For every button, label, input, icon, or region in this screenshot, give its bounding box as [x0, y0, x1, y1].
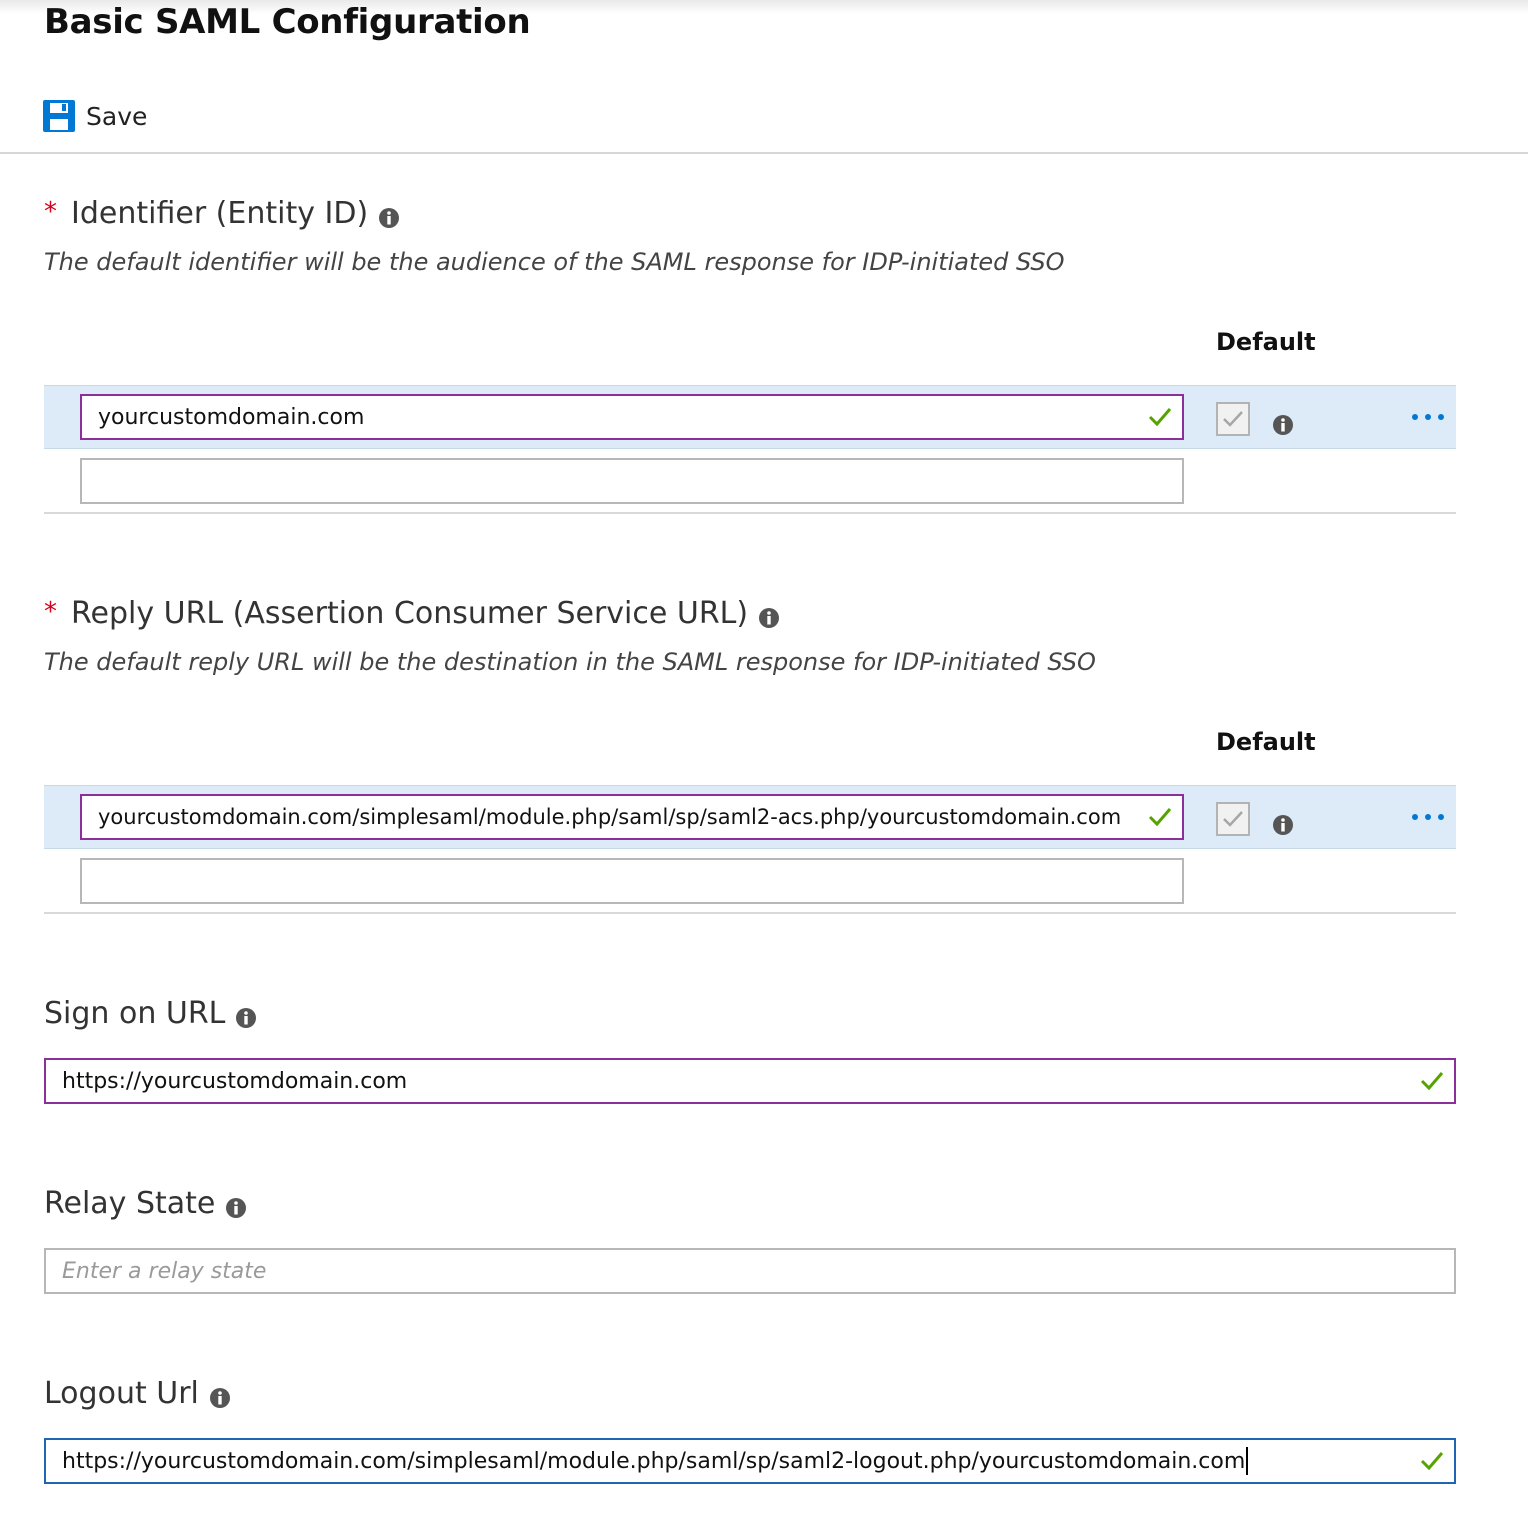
relay-state-label: Relay State: [44, 1186, 216, 1221]
info-icon[interactable]: [378, 207, 400, 229]
identifier-divider: [44, 512, 1456, 514]
identifier-input[interactable]: [80, 394, 1184, 440]
reply-url-label: Reply URL (Assertion Consumer Service URL): [71, 596, 749, 631]
relay-state-input[interactable]: [44, 1248, 1456, 1294]
reply-url-description: The default reply URL will be the destination in the SAML response for IDP-initiated SSO: [44, 648, 1096, 676]
identifier-new-input[interactable]: [80, 458, 1184, 504]
logout-url-input[interactable]: [44, 1438, 1456, 1484]
save-label: Save: [86, 101, 148, 131]
sign-on-url-title: [44, 996, 257, 1031]
reply-url-title: [44, 596, 780, 631]
identifier-label: Identifier (Entity ID): [71, 196, 369, 231]
info-icon[interactable]: [209, 1387, 231, 1409]
page-title: Basic SAML Configuration: [44, 2, 531, 42]
identifier-description: The default identifier will be the audience of the SAML response for IDP-initiated SSO: [44, 248, 1065, 276]
save-icon: [42, 99, 76, 133]
logout-url-title: [44, 1376, 231, 1411]
info-icon[interactable]: [225, 1197, 247, 1219]
identifier-default-header: Default: [1216, 328, 1316, 356]
save-button[interactable]: [42, 96, 147, 136]
identifier-default-checkbox[interactable]: [1216, 402, 1250, 436]
info-icon[interactable]: [1272, 814, 1294, 836]
checkmark-icon: [1420, 1070, 1444, 1092]
text-caret: [1246, 1447, 1248, 1475]
more-icon[interactable]: [1410, 811, 1446, 823]
info-icon[interactable]: [1272, 414, 1294, 436]
logout-url-label: Logout Url: [44, 1376, 199, 1411]
required-marker: *: [44, 196, 57, 227]
more-icon[interactable]: [1410, 411, 1446, 423]
checkbox-icon: [1222, 808, 1244, 830]
sign-on-url-input[interactable]: [44, 1058, 1456, 1104]
toolbar-divider: [0, 152, 1528, 154]
checkbox-icon: [1222, 408, 1244, 430]
sign-on-url-value: https://yourcustomdomain.com: [62, 1068, 408, 1094]
sign-on-url-label: Sign on URL: [44, 996, 226, 1031]
identifier-title: [44, 196, 400, 231]
relay-state-title: [44, 1186, 247, 1221]
checkmark-icon: [1420, 1450, 1444, 1472]
checkmark-icon: [1148, 406, 1172, 428]
reply-url-new-input[interactable]: [80, 858, 1184, 904]
logout-url-value: https://yourcustomdomain.com/simplesaml/module.php/saml/sp/saml2-logout.php/yourcustomdomain.com: [62, 1448, 1246, 1474]
reply-url-divider: [44, 912, 1456, 914]
reply-url-input[interactable]: [80, 794, 1184, 840]
reply-url-default-checkbox[interactable]: [1216, 802, 1250, 836]
reply-url-default-header: Default: [1216, 728, 1316, 756]
checkmark-icon: [1148, 806, 1172, 828]
reply-url-value: yourcustomdomain.com/simplesaml/module.php/saml/sp/saml2-acs.php/yourcustomdomain.com: [98, 805, 1122, 829]
info-icon[interactable]: [758, 607, 780, 629]
relay-state-placeholder: Enter a relay state: [62, 1258, 267, 1284]
required-marker: *: [44, 596, 57, 627]
identifier-value: yourcustomdomain.com: [98, 404, 365, 430]
info-icon[interactable]: [235, 1007, 257, 1029]
